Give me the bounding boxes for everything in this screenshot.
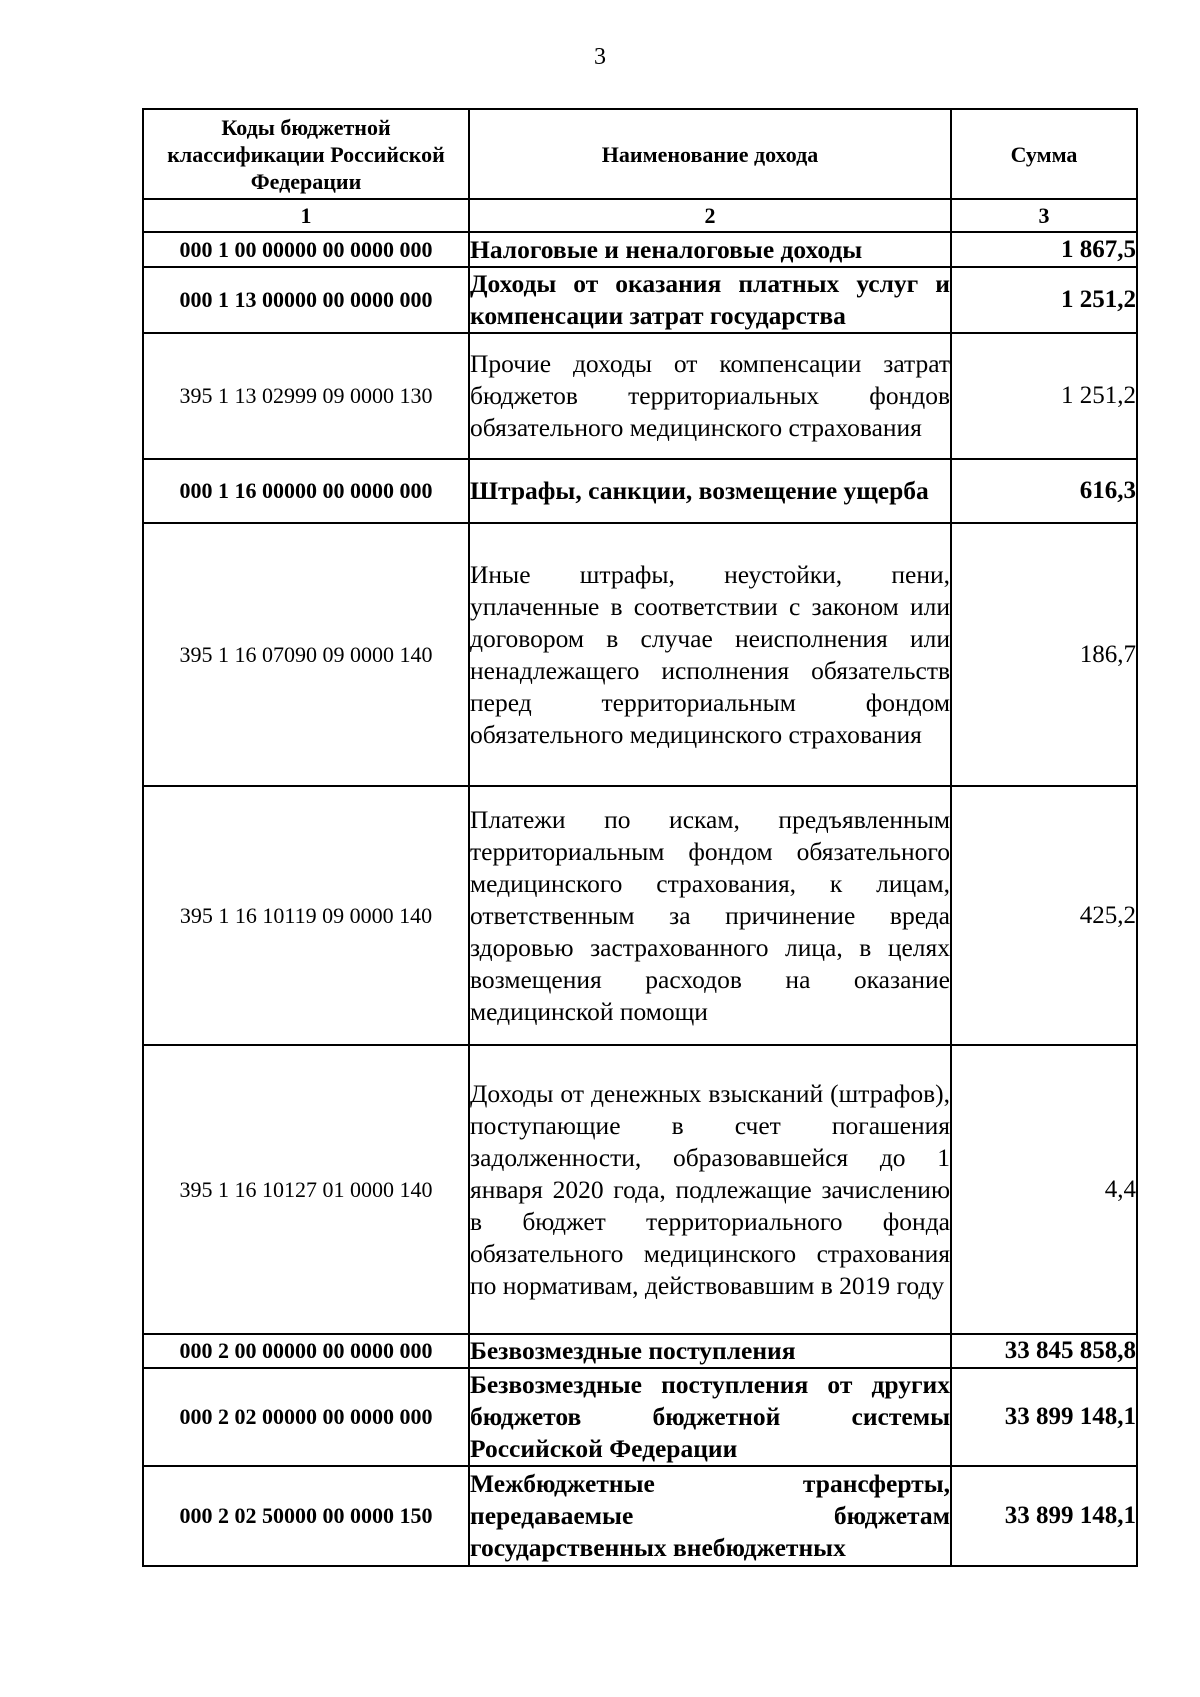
budget-code: 395 1 16 10127 01 0000 140 [143,1045,469,1334]
page-number: 3 [594,44,606,70]
revenue-sum: 33 845 858,8 [951,1334,1137,1368]
table-row [143,523,1137,786]
table-row [143,267,1137,333]
table-row [143,232,1137,267]
table-row [143,1466,1137,1566]
table-row [143,1334,1137,1368]
table-row [143,333,1137,459]
column-number: 3 [951,199,1137,232]
revenue-sum: 33 899 148,1 [951,1368,1137,1466]
budget-code: 000 1 16 00000 00 0000 000 [143,459,469,523]
revenue-name: Доходы от денежных взысканий (штрафов), поступающие в счет погашения задолженности, образовавшейся до 1 января 2020 года, подлежащие зачислению в бюджет территориального фонда обязательного медицинского страхования по нормативам, действовавшим в 2019 году [469,1045,951,1334]
revenue-name-text: Межбюджетные трансферты, передаваемые бюджетам государственных внебюджетных [470,1469,950,1562]
table-header-row [143,109,1137,199]
table-row [143,786,1137,1045]
budget-code: 395 1 13 02999 09 0000 130 [143,333,469,459]
revenue-name: Безвозмездные поступления [469,1334,951,1368]
revenue-sum: 186,7 [951,523,1137,786]
revenue-sum: 1 867,5 [951,232,1137,267]
revenue-sum: 425,2 [951,786,1137,1045]
revenue-name: Иные штрафы, неустойки, пени, уплаченные в соответствии с законом или договором в случае неисполнения или ненадлежащего исполнения обязательств перед территориальным фондом обязательного медицинского страхования [469,523,951,786]
revenue-name: Платежи по искам, предъявленным территориальным фондом обязательного медицинского страхования, к лицам, ответственным за причинение вреда здоровью застрахованного лица, в целях возмещения расходов на оказание медицинской помощи [469,786,951,1045]
budget-code: 000 2 02 50000 00 0000 150 [143,1466,469,1566]
budget-code: 395 1 16 10119 09 0000 140 [143,786,469,1045]
revenue-table [142,108,1138,1567]
revenue-name: Штрафы, санкции, возмещение ущерба [469,459,951,523]
budget-code: 000 1 00 00000 00 0000 000 [143,232,469,267]
revenue-name: Безвозмездные поступления от других бюджетов бюджетной системы Российской Федерации [469,1368,951,1466]
column-number: 1 [143,199,469,232]
revenue-sum: 616,3 [951,459,1137,523]
column-number: 2 [469,199,951,232]
revenue-name: Доходы от оказания платных услуг и компенсации затрат государства [469,267,951,333]
column-number-row [143,199,1137,232]
revenue-name [469,1466,951,1566]
budget-code: 000 2 02 00000 00 0000 000 [143,1368,469,1466]
table-row [143,1045,1137,1334]
budget-code: 000 1 13 00000 00 0000 000 [143,267,469,333]
revenue-sum: 1 251,2 [951,267,1137,333]
budget-code: 395 1 16 07090 09 0000 140 [143,523,469,786]
revenue-name: Прочие доходы от компенсации затрат бюджетов территориальных фондов обязательного медицинского страхования [469,333,951,459]
table-row [143,459,1137,523]
revenue-sum: 33 899 148,1 [951,1466,1137,1566]
table-row [143,1368,1137,1466]
header-codes: Коды бюджетной классификации Российской Федерации [143,109,469,199]
revenue-name: Налоговые и неналоговые доходы [469,232,951,267]
revenue-sum: 4,4 [951,1045,1137,1334]
header-sum: Сумма [951,109,1137,199]
budget-code: 000 2 00 00000 00 0000 000 [143,1334,469,1368]
revenue-sum: 1 251,2 [951,333,1137,459]
header-name: Наименование дохода [469,109,951,199]
